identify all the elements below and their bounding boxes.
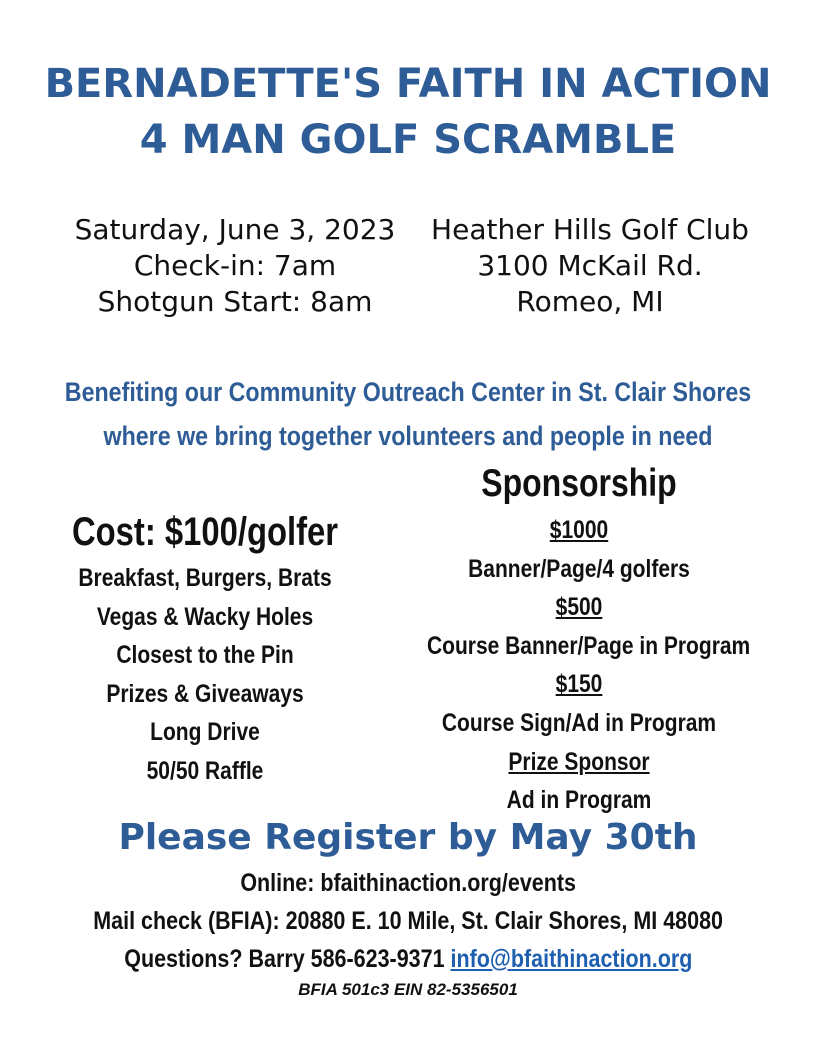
benefit-statement <box>57 370 759 458</box>
sponsor-description: Banner/Page/4 golfers <box>468 554 690 583</box>
event-location <box>420 212 760 320</box>
flyer-title <box>0 56 816 168</box>
event-start: Shotgun Start: 8am <box>97 285 373 318</box>
register-questions <box>0 940 816 978</box>
sponsor-level: $1000 <box>549 516 609 544</box>
list-item: Breakfast, Burgers, Brats <box>78 564 332 592</box>
sponsorship-tiers <box>398 511 760 820</box>
venue-name: Heather Hills Golf Club <box>431 213 749 246</box>
event-date: Saturday, June 3, 2023 <box>74 213 396 246</box>
event-schedule <box>60 212 410 320</box>
list-item: Closest to the Pin <box>116 641 294 669</box>
list-item: Prizes & Giveaways <box>106 679 304 708</box>
cost-includes-list <box>40 559 370 790</box>
list-item: Vegas & Wacky Holes <box>96 602 314 631</box>
benefit-line-1: Benefiting our Community Outreach Center in St. Clair Shores <box>64 377 752 407</box>
venue-city: Romeo, MI <box>516 285 664 318</box>
sponsor-description: Ad in Program <box>506 786 652 815</box>
venue-address: 3100 McKail Rd. <box>477 249 703 282</box>
title-line-2: 4 MAN GOLF SCRAMBLE <box>139 117 677 163</box>
sponsor-level: $500 <box>555 593 603 622</box>
sponsor-description: Course Sign/Ad in Program <box>441 708 717 737</box>
event-checkin: Check-in: 7am <box>133 249 337 282</box>
list-item: 50/50 Raffle <box>146 756 264 785</box>
questions-text: Questions? Barry 586-623-9371 <box>123 945 445 973</box>
email-link[interactable]: info@bfaithinaction.org <box>450 945 693 973</box>
register-online <box>0 864 816 902</box>
ein-footer: BFIA 501c3 EIN 82-5356501 <box>298 980 518 999</box>
benefit-line-2: where we bring together volunteers and people in need <box>103 421 713 451</box>
online-text: Online: bfaithinaction.org/events <box>240 869 576 897</box>
list-item: Long Drive <box>150 718 260 746</box>
sponsor-level: Prize Sponsor <box>508 747 650 776</box>
register-heading: Please Register by May 30th <box>118 817 698 858</box>
sponsorship-heading: Sponsorship <box>481 462 677 505</box>
sponsor-description: Course Banner/Page in Program <box>426 631 751 660</box>
cost-heading: Cost: $100/golfer <box>71 510 339 554</box>
register-mail <box>0 902 816 940</box>
mail-text: Mail check (BFIA): 20880 E. 10 Mile, St. Clair Shores, MI 48080 <box>93 907 723 935</box>
title-line-1: BERNADETTE'S FAITH IN ACTION <box>44 61 772 107</box>
sponsor-level: $150 <box>555 670 603 699</box>
questions-line <box>124 940 692 978</box>
